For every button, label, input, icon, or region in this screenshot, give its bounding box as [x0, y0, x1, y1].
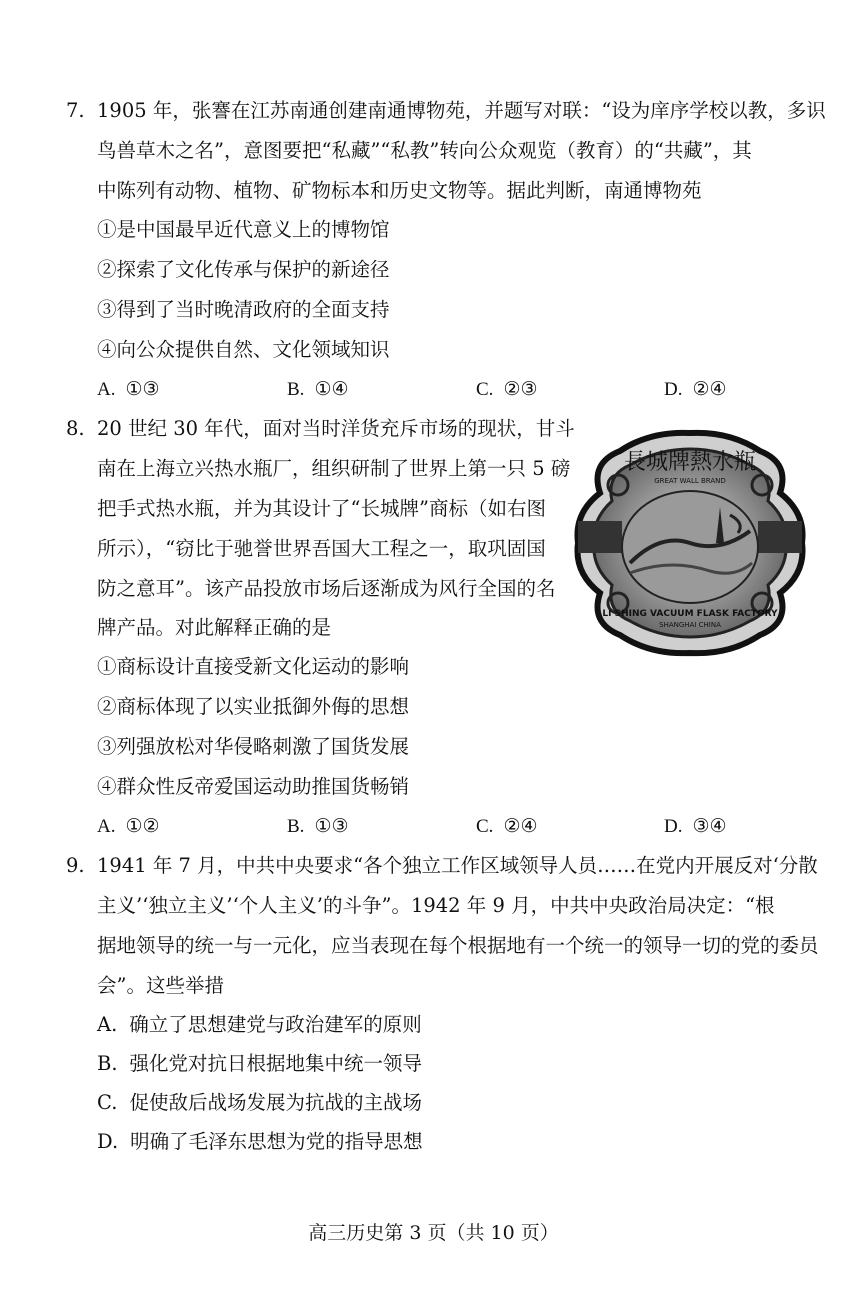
- q7-option-a[interactable]: A. ①③: [97, 378, 160, 400]
- q9-stem-line-3: 据地领导的统一与一元化，应当表现在每个根据地有一个统一的领导一切的党的委员: [97, 934, 819, 957]
- q7-item-2: ②探索了文化传承与保护的新途径: [97, 258, 390, 281]
- q9-stem-line-1: 1941 年 7 月，中共中央要求“各个独立工作区域领导人员……在党内开展反对‘分散: [97, 854, 818, 877]
- q8-stem-line-4: 所示），“窃比于驰誉世界吾国大工程之一，取巩固国: [97, 537, 546, 560]
- q8-stem-line-2: 南在上海立兴热水瓶厂，组织研制了世界上第一只 5 磅: [97, 457, 571, 480]
- q7-stem-line-1: 1905 年，张謇在江苏南通创建南通博物苑，并题写对联：“设为庠序学校以教，多识: [97, 99, 826, 122]
- logo-top-text: 長城牌熱水瓶: [623, 450, 757, 475]
- page-footer: 高三历史第 3 页（共 10 页）: [308, 1222, 559, 1244]
- q9-number: 9.: [66, 854, 85, 877]
- q8-stem-line-5: 防之意耳”。该产品投放市场后逐渐成为风行全国的名: [97, 577, 556, 600]
- q7-option-c[interactable]: C. ②③: [476, 378, 538, 400]
- q8-item-3: ③列强放松对华侵略刺激了国货发展: [97, 735, 410, 758]
- q7-item-3: ③得到了当时晚清政府的全面支持: [97, 298, 390, 321]
- logo-city-text: SHANGHAI CHINA: [659, 621, 721, 629]
- q9-option-a[interactable]: A. 确立了思想建党与政治建军的原则: [97, 1013, 422, 1036]
- q8-option-a[interactable]: A. ①②: [97, 815, 160, 837]
- q8-stem-line-6: 牌产品。对此解释正确的是: [97, 616, 332, 639]
- great-wall-trademark-image: [570, 423, 810, 663]
- q7-number: 7.: [66, 99, 85, 122]
- q9-stem-line-4: 会”。这些举措: [97, 974, 224, 997]
- q8-option-c[interactable]: C. ②④: [476, 815, 538, 837]
- q8-item-4: ④群众性反帝爱国运动助推国货畅销: [97, 775, 410, 798]
- q8-item-2: ②商标体现了以实业抵御外侮的思想: [97, 695, 410, 718]
- q7-item-1: ①是中国最早近代意义上的博物馆: [97, 218, 390, 241]
- q9-option-b[interactable]: B. 强化党对抗日根据地集中统一领导: [97, 1052, 423, 1075]
- q9-option-c[interactable]: C. 促使敌后战场发展为抗战的主战场: [97, 1091, 422, 1114]
- q7-stem-line-3: 中陈列有动物、植物、矿物标本和历史文物等。据此判断，南通博物苑: [97, 179, 702, 202]
- q8-number: 8.: [66, 417, 85, 440]
- logo-small-text: GREAT WALL BRAND: [654, 477, 726, 485]
- q8-item-1: ①商标设计直接受新文化运动的影响: [97, 655, 410, 678]
- q8-option-b[interactable]: B. ①③: [287, 815, 349, 837]
- q9-stem-line-2: 主义’‘独立主义’‘个人主义’的斗争”。1942 年 9 月，中共中央政治局决定：“根: [97, 894, 775, 917]
- logo-bottom-text: LI SHING VACUUM FLASK FACTORY: [602, 609, 778, 619]
- q8-option-d[interactable]: D. ③④: [664, 815, 727, 837]
- q7-item-4: ④向公众提供自然、文化领域知识: [97, 338, 390, 361]
- q8-stem-line-1: 20 世纪 30 年代，面对当时洋货充斥市场的现状，甘斗: [97, 417, 575, 440]
- q9-option-d[interactable]: D. 明确了毛泽东思想为党的指导思想: [97, 1130, 423, 1153]
- q7-option-b[interactable]: B. ①④: [287, 378, 349, 400]
- q8-stem-line-3: 把手式热水瓶，并为其设计了“长城牌”商标（如右图: [97, 497, 546, 520]
- q7-stem-line-2: 鸟兽草木之名”，意图要把“私藏”“私教”转向公众观览（教育）的“共藏”，其: [97, 139, 752, 162]
- q7-option-d[interactable]: D. ②④: [664, 378, 727, 400]
